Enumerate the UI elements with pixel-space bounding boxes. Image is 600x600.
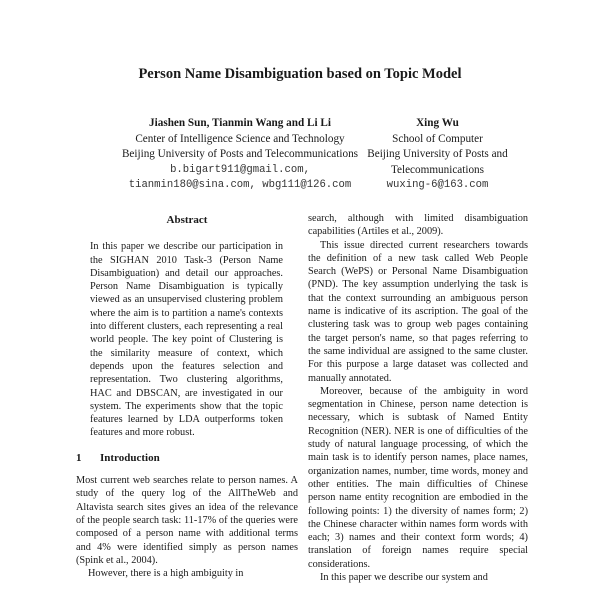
email-line: wuxing-6@163.com xyxy=(386,179,489,191)
affiliation-line: Telecommunications xyxy=(390,163,485,176)
paper-title: Person Name Disambiguation based on Topic Model xyxy=(138,66,462,82)
abstract-heading: Abstract xyxy=(166,214,208,226)
author-names: Jiashen Sun, Tianmin Wang and Li Li xyxy=(149,117,331,129)
email-line: b.bigart911@gmail.com, xyxy=(170,163,310,176)
paragraph: In this paper we describe our system and xyxy=(320,572,488,584)
affiliation-line: Beijing University of Posts and xyxy=(367,148,508,160)
affiliation-line: Center of Intelligence Science and Technology xyxy=(135,132,345,145)
paragraph: Most current web searches relate to person names. A study of the query log of the AllTheWeb and Altavista search sites gives an idea of the relevance of the people search task: 11-17% of the queries were composed of a person name with additional terms and 4% were identified simply as person names (Spink et al., 2004). xyxy=(76,475,298,566)
left-column xyxy=(76,214,298,580)
section-number: 1 xyxy=(76,451,82,464)
email-line: tianmin180@sina.com, wbg111@126.com xyxy=(128,179,352,191)
section-heading xyxy=(76,452,298,465)
author-block-right xyxy=(350,116,525,194)
right-column xyxy=(308,212,528,584)
abstract-text: In this paper we describe our participation in the SIGHAN 2010 Task-3 (Person Name Disambiguation) and detail our approaches. Person Name Disambiguation is typically viewed as an unsupervised clustering problem where the aim is to partition a name's contexts into different clusters, each representing a real world people. The key point of Clustering is the similarity measure of context, which depends upon the features selection and representation. Two clustering algorithms, HAC and DBSCAN, are investigated in our system. The experiments show that the topic features learned by LDA outperforms token features and more robust. xyxy=(90,241,283,439)
section-title: Introduction xyxy=(100,451,160,464)
affiliation-line: Beijing University of Posts and Telecommunications xyxy=(121,148,359,160)
author-name: Xing Wu xyxy=(416,117,459,129)
paragraph: This issue directed current researchers towards the definition of a new task called Web People Search (WePS) or Personal Name Disambiguation (PND). The key assumption underlying the task is that the context surrounding an ambiguous person name is indicative of its ascription. The goal of the clustering task was to group web pages containing the target person's name, so that pages referring to the same individual are assigned to the same cluster. For this purpose a large dataset was collected and manually annotated. xyxy=(308,239,528,384)
paragraph: However, there is a high ambiguity in xyxy=(88,568,244,580)
paragraph: search, although with limited disambiguation capabilities (Artiles et al., 2009). xyxy=(308,213,528,238)
affiliation-line: School of Computer xyxy=(392,132,483,145)
paragraph: Moreover, because of the ambiguity in word segmentation in Chinese, person name detection is necessary, which is subtask of Named Entity Recognition (NER). NER is one of difficulties of the study of natural language processing, of which the main task is to identify person names, place names, organization names, number, time words, money and other entities. The main difficulties of Chinese person name entity recognition are embodied in the following points: 1) the diversity of names form; 2) the Chinese character within names form words with each; 3) names and their context form words; 4) translation of foreign names require special considerations. xyxy=(308,385,528,570)
